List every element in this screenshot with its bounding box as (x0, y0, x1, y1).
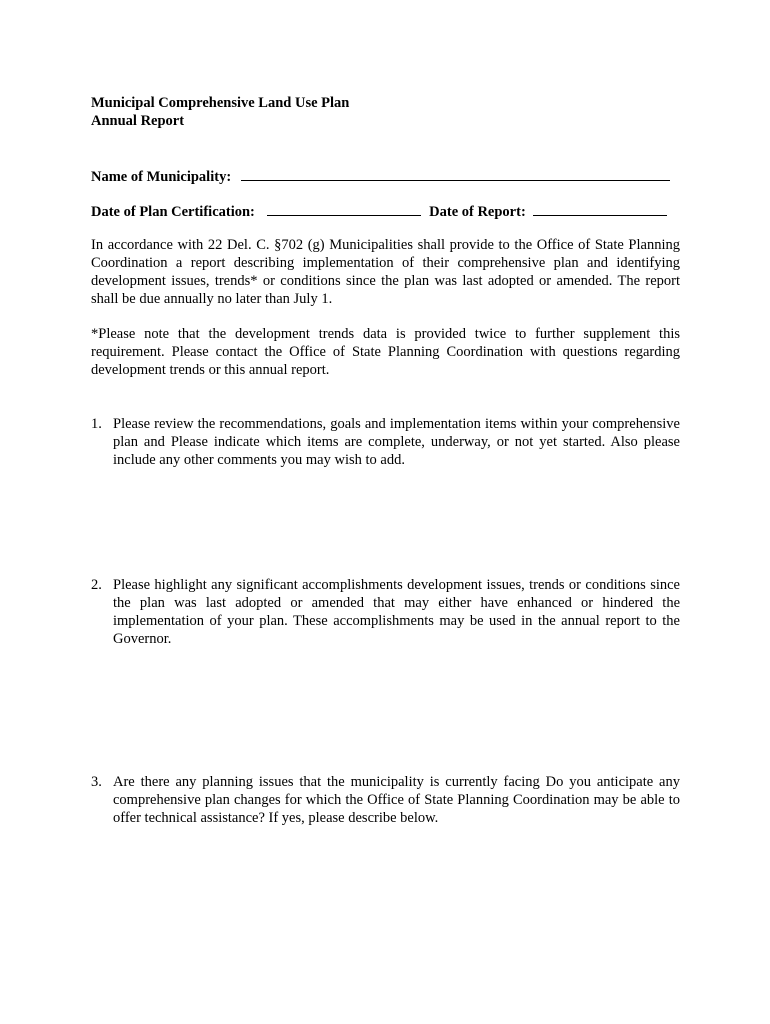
dates-row (91, 201, 667, 221)
document-title (91, 94, 349, 130)
certification-date-label: Date of Plan Certification: (91, 204, 255, 220)
report-date-label: Date of Report: (429, 204, 526, 220)
title-line-2: Annual Report (91, 113, 185, 129)
answer-area[interactable] (113, 648, 680, 758)
question-text: Please highlight any significant accomplishments development issues, trends or conditions since the plan was last adopted or amended that may either have enhanced or hindered the implementation of your plan. These accomplishments may be used in the annual report to the Governor. (113, 577, 680, 647)
answer-area[interactable] (113, 469, 680, 559)
question-1 (91, 415, 680, 559)
municipality-field[interactable] (241, 166, 670, 181)
question-text: Are there any planning issues that the municipality is currently facing Do you anticipate any comprehensive plan changes for which the Office of State Planning Coordination may be able to offer technical assistance? If yes, please describe below. (113, 774, 680, 826)
question-text: Please review the recommendations, goals and implementation items within your comprehensive plan and Please indicate which items are complete, underway, or not yet started. Also please include any other comments you may wish to add. (113, 416, 680, 468)
municipality-label: Name of Municipality: (91, 169, 232, 185)
answer-area[interactable] (113, 827, 680, 947)
municipality-row (91, 166, 670, 186)
report-date-field[interactable] (533, 201, 667, 216)
question-3 (91, 773, 680, 947)
certification-date-field[interactable] (267, 201, 421, 216)
question-number: 3. (91, 774, 102, 790)
trends-note-paragraph: *Please note that the development trends data is provided twice to further supplement this requirement. Please contact the Office of State Planning Coordination with questions regarding development trends or this annual report. (91, 326, 680, 378)
question-number: 1. (91, 416, 102, 432)
question-number: 2. (91, 577, 102, 593)
question-2 (91, 576, 680, 758)
title-line-1: Municipal Comprehensive Land Use Plan (91, 95, 350, 111)
intro-paragraph: In accordance with 22 Del. C. §702 (g) Municipalities shall provide to the Office of State Planning Coordination a report describing implementation of their comprehensive plan and identifying development issues, trends* or conditions since the plan was last adopted or amended. The report shall be due annually no later than July 1. (91, 237, 680, 307)
